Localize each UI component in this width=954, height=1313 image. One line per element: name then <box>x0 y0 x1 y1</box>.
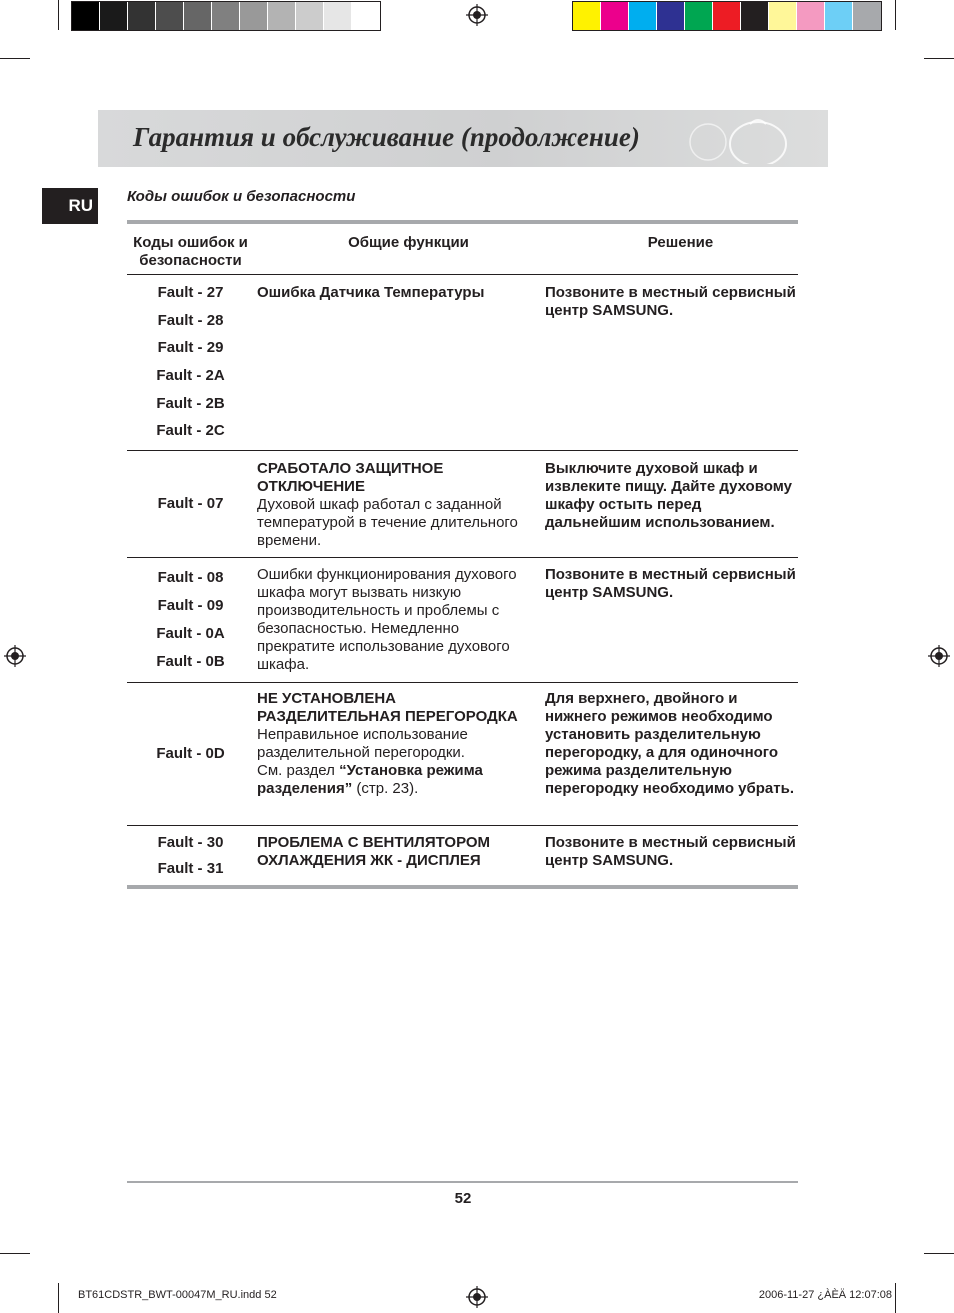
error-codes-table <box>127 220 798 889</box>
color-swatch <box>657 2 685 30</box>
solution-cell: Выключите духовой шкаф и извлеките пищу. Дайте духовому шкафу остыть перед дальнейшим использованием. <box>545 460 792 531</box>
color-swatch <box>573 2 601 30</box>
color-swatch <box>685 2 713 30</box>
solution-cell: Позвоните в местный сервисный центр SAMSUNG. <box>545 834 796 869</box>
header-codes <box>127 224 254 274</box>
table-row <box>127 558 798 683</box>
function-reference <box>257 762 537 798</box>
reference-prefix: См. раздел <box>257 762 335 779</box>
color-swatch <box>769 2 797 30</box>
color-swatch <box>240 2 268 30</box>
function-heading: Ошибка Датчика Температуры <box>257 284 485 301</box>
color-swatch <box>268 2 296 30</box>
table-header <box>127 224 798 275</box>
color-swatch <box>72 2 100 30</box>
header-functions: Общие функции <box>348 234 469 251</box>
crop-mark <box>924 58 954 59</box>
process-color-bar <box>572 1 882 31</box>
table-row <box>127 826 798 885</box>
crop-mark <box>0 58 30 59</box>
color-swatch <box>741 2 769 30</box>
color-swatch <box>324 2 352 30</box>
registration-mark-icon <box>4 645 26 667</box>
page-title: Гарантия и обслуживание (продолжение) <box>133 122 640 152</box>
color-swatch <box>629 2 657 30</box>
language-tab: RU <box>42 188 98 224</box>
function-cell <box>254 275 543 450</box>
fault-code: Fault - 2B <box>156 394 225 412</box>
fault-code: Fault - 2A <box>156 367 225 385</box>
fault-code: Fault - 07 <box>157 495 224 512</box>
table-row <box>127 275 798 451</box>
color-swatch <box>128 2 156 30</box>
color-swatch <box>296 2 324 30</box>
vegetable-decoration-icon <box>688 114 788 164</box>
table-row <box>127 451 798 558</box>
crop-mark <box>58 0 59 30</box>
fault-code: Fault - 0B <box>156 653 225 670</box>
crop-mark <box>58 1283 59 1313</box>
registration-mark-icon <box>928 645 950 667</box>
color-swatch <box>184 2 212 30</box>
function-description: Неправильное использование разделительной перегородки. <box>257 726 468 761</box>
fault-codes <box>127 558 254 682</box>
registration-mark-icon <box>466 4 488 26</box>
function-heading: ПРОБЛЕМА С ВЕНТИЛЯТОРОМ ОХЛАЖДЕНИЯ ЖК - ДИСПЛЕЯ <box>257 834 491 869</box>
header-solution: Решение <box>647 234 714 251</box>
solution-cell: Позвоните в местный сервисный центр SAMSUNG. <box>545 284 796 319</box>
color-swatch <box>853 2 881 30</box>
date-slug: 2006-11-27 ¿ÀÈÄ 12:07:08 <box>758 1289 892 1301</box>
solution-cell: Позвоните в местный сервисный центр SAMSUNG. <box>545 566 796 601</box>
color-swatch <box>100 2 128 30</box>
footer-rule <box>127 1181 798 1183</box>
color-swatch <box>156 2 184 30</box>
header-codes-line2: безопасности <box>139 252 242 269</box>
color-swatch <box>212 2 240 30</box>
color-swatch <box>825 2 853 30</box>
file-slug: BT61CDSTR_BWT-00047M_RU.indd 52 <box>78 1289 277 1301</box>
function-cell <box>254 683 543 825</box>
fault-code: Fault - 08 <box>157 569 224 586</box>
function-cell <box>254 451 543 557</box>
section-title: Коды ошибок и безопасности <box>127 188 356 205</box>
fault-code: Fault - 31 <box>157 859 224 877</box>
fault-codes <box>127 275 254 450</box>
fault-code: Fault - 2C <box>156 422 225 440</box>
crop-mark <box>895 0 896 30</box>
function-cell <box>254 826 543 885</box>
fault-code: Fault - 28 <box>157 311 224 329</box>
fault-codes <box>127 683 254 825</box>
function-cell <box>254 558 543 682</box>
color-swatch <box>601 2 629 30</box>
color-swatch <box>797 2 825 30</box>
crop-mark <box>0 1253 30 1254</box>
color-swatch <box>352 2 380 30</box>
grayscale-color-bar <box>71 1 381 31</box>
color-swatch <box>713 2 741 30</box>
function-description: Духовой шкаф работал с заданной температурой в течение длительного времени. <box>257 496 518 549</box>
function-description: Ошибки функционирования духового шкафа могут вызвать низкую производительность и проблемы с безопасностью. Немедленно прекратите использование духового шкафа. <box>257 566 517 673</box>
crop-mark <box>924 1253 954 1254</box>
fault-codes <box>127 451 254 557</box>
crop-mark <box>895 1283 896 1313</box>
fault-code: Fault - 0D <box>156 745 225 762</box>
fault-code: Fault - 27 <box>157 284 224 301</box>
reference-page: (стр. 23). <box>356 780 419 797</box>
fault-codes <box>127 826 254 885</box>
registration-mark-icon <box>466 1286 488 1308</box>
page-number: 52 <box>454 1190 472 1207</box>
fault-code: Fault - 09 <box>157 597 224 614</box>
function-heading: СРАБОТАЛО ЗАЩИТНОЕ ОТКЛЮЧЕНИЕ <box>257 460 444 495</box>
header-codes-line1: Коды ошибок и <box>133 234 248 251</box>
fault-code: Fault - 29 <box>157 339 224 357</box>
solution-cell: Для верхнего, двойного и нижнего режимов необходимо установить разделительную перегородку, а для одиночного режима разделительную перегородку необходимо убрать. <box>545 690 794 797</box>
fault-code: Fault - 0A <box>156 625 225 642</box>
reference-section-link: “Установка режима разделения” <box>257 762 483 797</box>
table-row <box>127 683 798 826</box>
function-heading: НЕ УСТАНОВЛЕНА РАЗДЕЛИТЕЛЬНАЯ ПЕРЕГОРОДКА <box>257 690 518 725</box>
fault-code: Fault - 30 <box>157 834 224 851</box>
